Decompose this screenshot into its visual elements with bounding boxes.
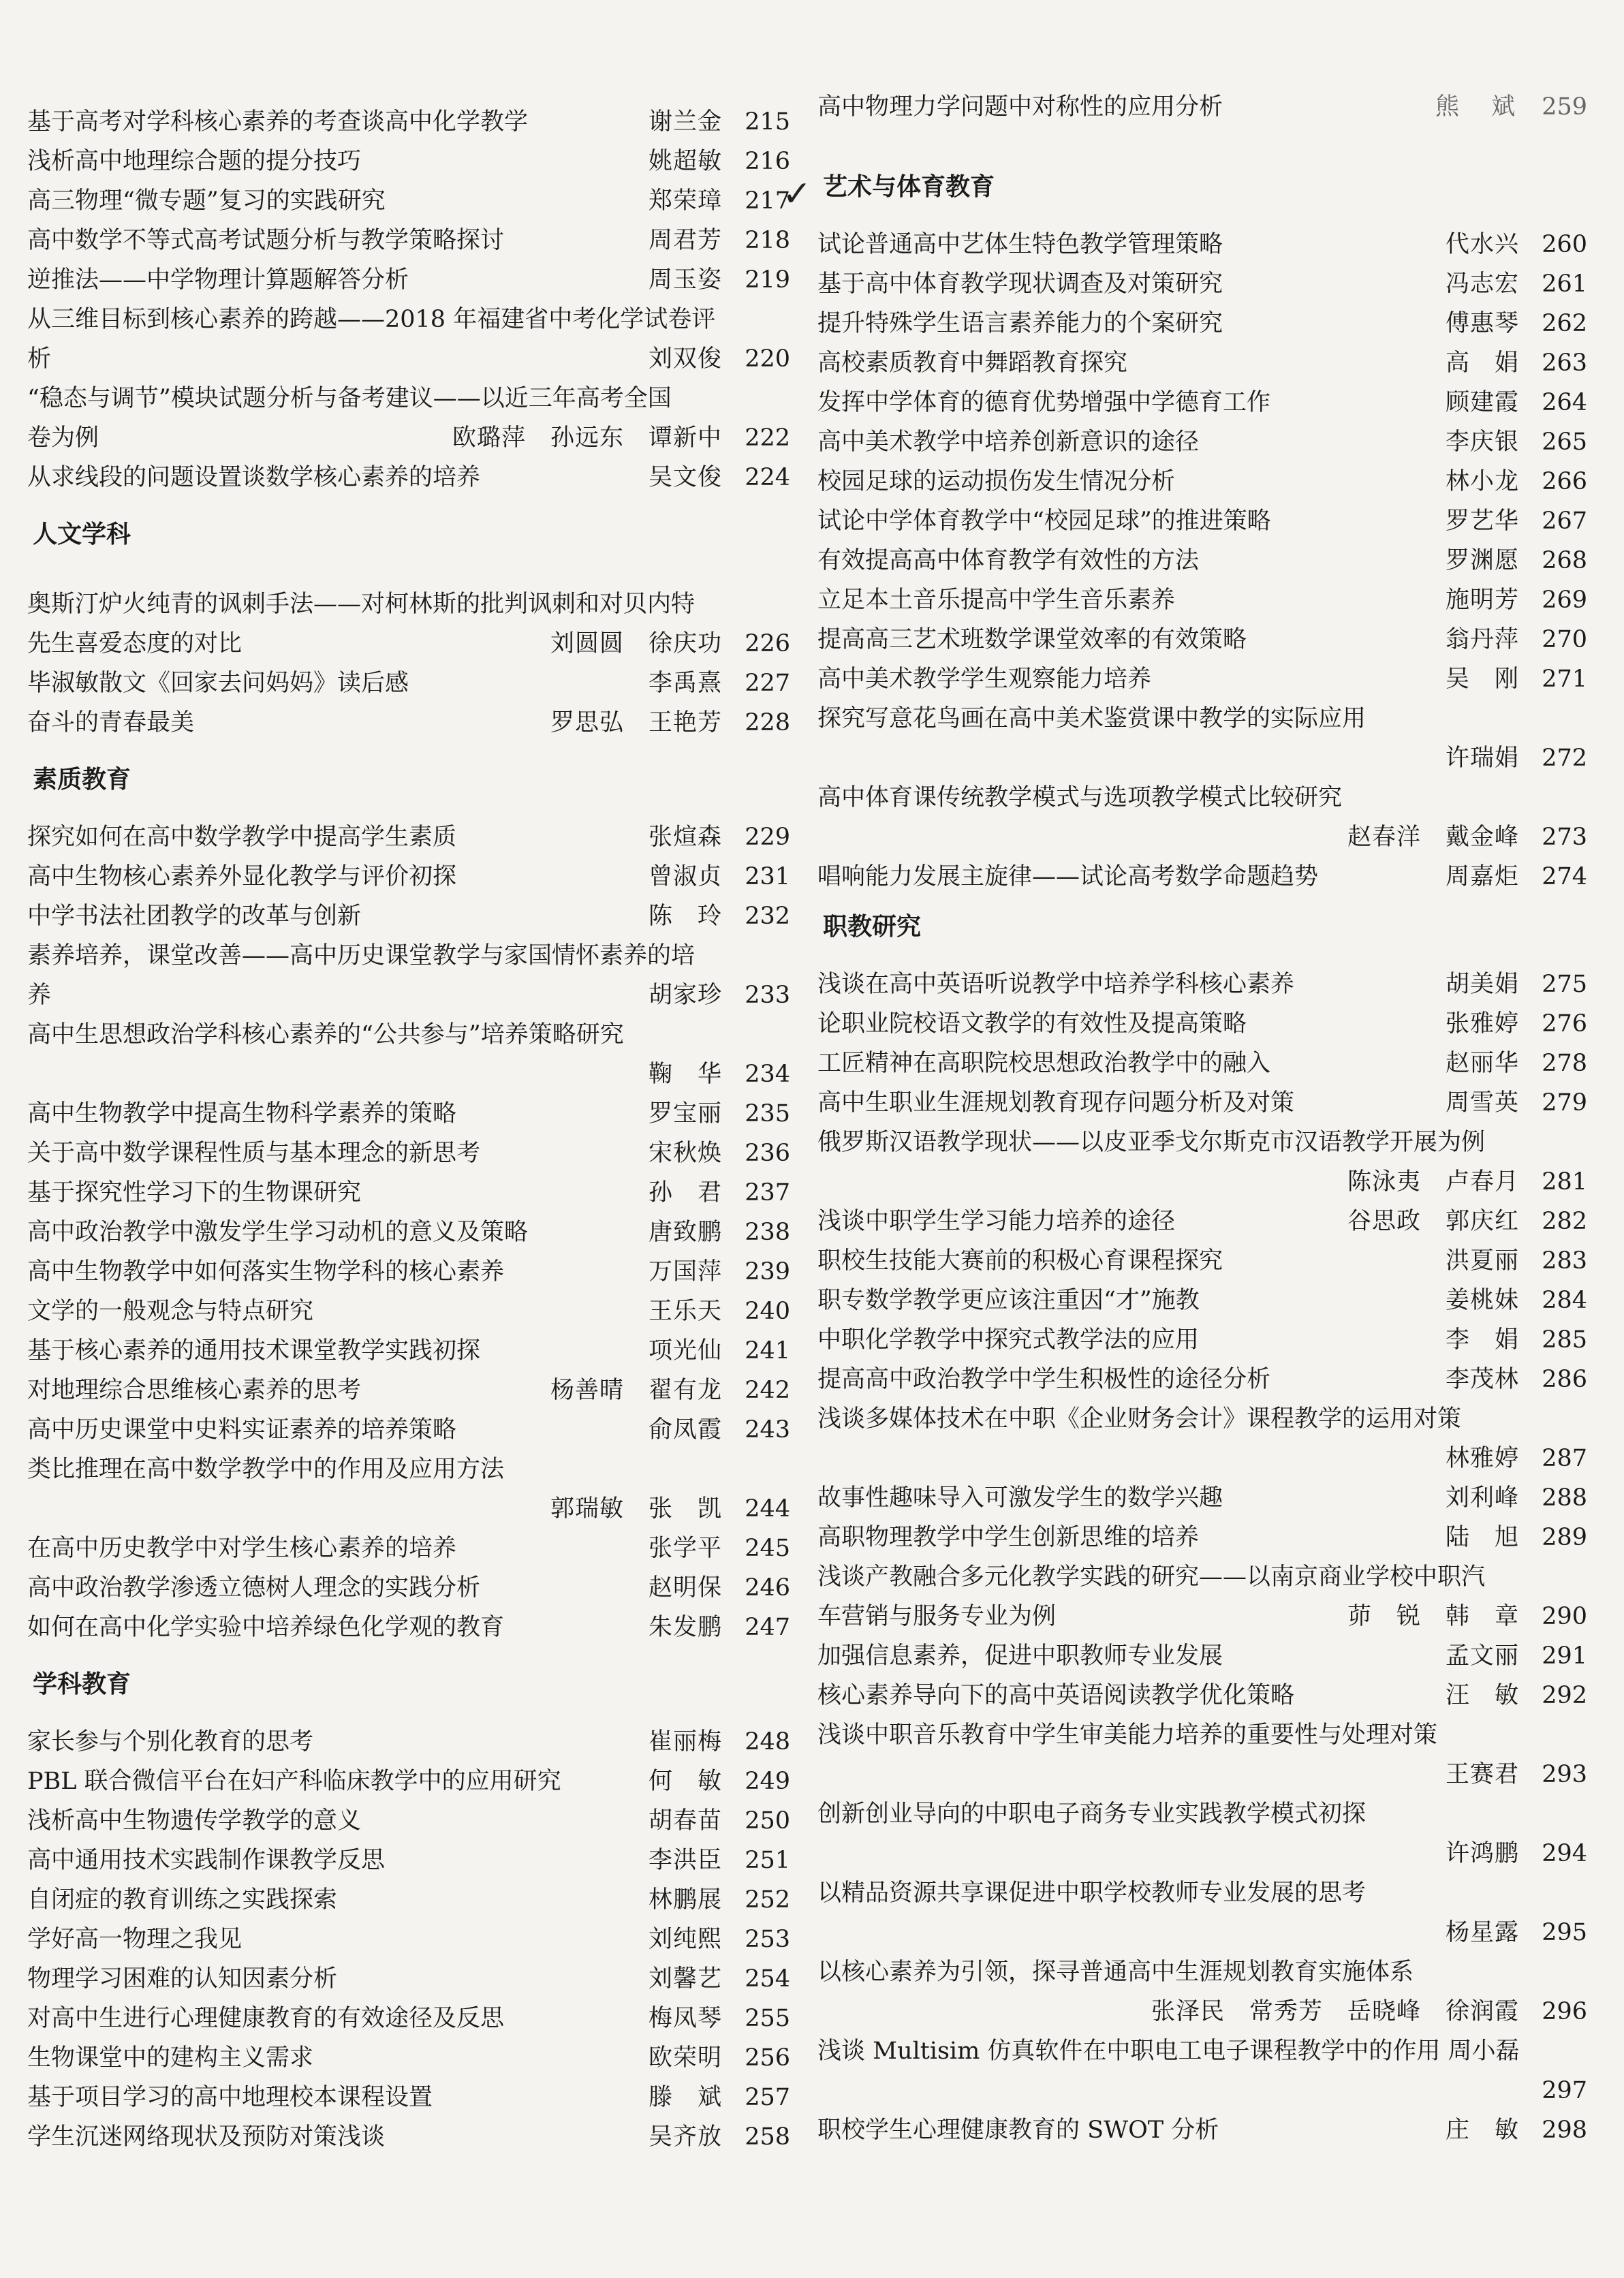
entry-authors: 罗宝丽 [648,1100,722,1127]
entry-authors: 孟文丽 [1445,1642,1519,1670]
entry-page: 267 [1542,508,1587,535]
entry-authors: 赵丽华 [1445,1050,1519,1077]
entry-page: 226 [745,630,790,657]
entry-page: 232 [745,903,790,930]
entry-page: 236 [745,1140,790,1167]
section-heading: 职教研究 [823,913,922,941]
checkmark-icon: ✓ [782,174,812,215]
entry-page: 262 [1542,310,1587,337]
entry-title: 高中生物教学中提高生物科学素养的策略 [27,1100,457,1127]
entry-title: 高中物理力学问题中对称性的应用分析 [817,93,1223,121]
entry-authors: 周君芳 [648,227,722,254]
entry-page: 279 [1542,1089,1587,1117]
entry-title: 生物课堂中的建构主义需求 [27,2044,314,2072]
entry-page: 218 [745,227,790,254]
entry-authors: 林雅婷 [1445,1445,1519,1472]
entry-page: 243 [745,1416,790,1444]
entry-page: 286 [1542,1366,1587,1393]
section-heading: 素质教育 [33,766,131,794]
entry-authors: 杨善晴 翟有龙 [550,1377,722,1404]
entry-authors: 朱发鹏 [648,1614,722,1641]
entry-authors: 宋秋焕 [648,1140,722,1167]
section-heading: 艺术与体育教育 [823,173,995,201]
entry-title-continued: 卷为例 [27,424,99,452]
entry-page: 216 [745,148,790,175]
entry-title: 关于高中数学课程性质与基本理念的新思考 [27,1140,481,1167]
entry-page: 234 [745,1061,790,1088]
entry-title: 高校素质教育中舞蹈教育探究 [817,349,1128,377]
entry-authors: 傅惠琴 [1445,310,1519,337]
entry-title-continued: 析 [27,345,52,373]
entry-title: 高中历史课堂中史料实证素养的培养策略 [27,1416,457,1444]
entry-authors: 项光仙 [648,1337,722,1364]
entry-authors: 王赛君 [1445,1761,1519,1788]
entry-title: 高中政治教学渗透立德树人理念的实践分析 [27,1574,481,1602]
entry-page: 235 [745,1100,790,1127]
entry-authors: 胡美娟 [1445,971,1519,998]
entry-authors: 罗艺华 [1445,508,1519,535]
entry-page: 284 [1542,1287,1587,1314]
entry-page: 231 [745,863,790,890]
entry-title: 高中通用技术实践制作课教学反思 [27,1847,386,1874]
entry-page: 254 [745,1965,790,1993]
entry-page: 249 [745,1768,790,1795]
entry-authors: 茆 锐 韩 章 [1347,1603,1519,1630]
entry-page: 283 [1542,1247,1587,1275]
entry-title: 学生沉迷网络现状及预防对策浅谈 [27,2123,386,2151]
entry-authors: 许鸿鹏 [1445,1840,1519,1867]
entry-authors: 梅凤琴 [648,2005,722,2032]
entry-page: 237 [745,1179,790,1206]
entry-authors: 俞凤霞 [648,1416,722,1444]
entry-title: PBL 联合微信平台在妇产科临床教学中的应用研究 [27,1768,561,1795]
entry-authors: 代水兴 [1445,231,1519,258]
entry-authors: 庄 敏 [1445,2117,1519,2144]
entry-authors: 鞠 华 [648,1061,722,1088]
entry-authors: 顾建霞 [1445,389,1519,416]
entry-title: 奋斗的青春最美 [27,709,195,736]
entry-page: 239 [745,1258,790,1285]
entry-page: 293 [1542,1761,1587,1788]
entry-authors: 谷思政 郭庆红 [1347,1208,1519,1235]
entry-title: 浅谈产教融合多元化教学实践的研究——以南京商业学校中职汽 [817,1563,1486,1591]
entry-authors: 陈 玲 [648,903,722,930]
entry-title: 唱响能力发展主旋律——试论高考数学命题趋势 [817,863,1319,890]
entry-title: 浅谈多媒体技术在中职《企业财务会计》课程教学的运用对策 [817,1405,1462,1433]
entry-page: 272 [1542,745,1587,772]
entry-page: 240 [745,1298,790,1325]
entry-authors: 周玉姿 [648,266,722,294]
entry-title: 浅析高中生物遗传学教学的意义 [27,1807,362,1835]
entry-page: 282 [1542,1208,1587,1235]
entry-title: 学好高一物理之我见 [27,1926,243,1953]
entry-page: 219 [745,266,790,294]
entry-authors: 陈泳夷 卢春月 [1347,1168,1519,1196]
entry-title: 如何在高中化学实验中培养绿色化学观的教育 [27,1614,505,1641]
entry-title: 有效提高高中体育教学有效性的方法 [817,547,1200,574]
entry-page: 259 [1542,93,1587,121]
entry-authors: 王乐天 [648,1298,722,1325]
entry-title: 中职化学教学中探究式教学法的应用 [817,1326,1200,1354]
entry-title: 素养培养，课堂改善——高中历史课堂教学与家国情怀素养的培 [27,942,696,969]
entry-authors: 张煊森 [648,824,722,851]
entry-authors: 张学平 [648,1535,722,1562]
entry-page: 220 [745,345,790,373]
entry-authors: 刘圆圆 徐庆功 [550,630,722,657]
entry-authors: 罗思弘 王艳芳 [550,709,722,736]
entry-title: 核心素养导向下的高中英语阅读教学优化策略 [817,1682,1295,1709]
entry-title: 高职物理教学中学生创新思维的培养 [817,1524,1200,1551]
entry-title: 逆推法——中学物理计算题解答分析 [27,266,409,294]
entry-title: 试论中学体育教学中“校园足球”的推进策略 [817,508,1271,535]
entry-title-continued: 养 [27,982,52,1009]
entry-page: 287 [1542,1445,1587,1472]
entry-page: 270 [1542,626,1587,653]
entry-title: 毕淑敏散文《回家去问妈妈》读后感 [27,670,409,697]
entry-authors: 李庆银 [1445,428,1519,456]
entry-page: 296 [1542,1998,1587,2025]
entry-authors: 刘利峰 [1445,1484,1519,1512]
entry-title: 浅谈 Multisim 仿真软件在中职电工电子课程教学中的作用 周小磊 [817,2038,1520,2065]
entry-authors: 李茂林 [1445,1366,1519,1393]
entry-title: 工匠精神在高职院校思想政治教学中的融入 [817,1050,1271,1077]
entry-title: “稳态与调节”模块试题分析与备考建议——以近三年高考全国 [27,385,672,412]
entry-title: 以核心素养为引领，探寻普通高中生涯规划教育实施体系 [817,1959,1414,1986]
entry-title: 在高中历史教学中对学生核心素养的培养 [27,1535,457,1562]
entry-page: 242 [745,1377,790,1404]
entry-page: 273 [1542,824,1587,851]
entry-page: 241 [745,1337,790,1364]
entry-page: 217 [745,187,790,215]
entry-title: 物理学习困难的认知因素分析 [27,1965,338,1993]
entry-authors: 汪 敏 [1445,1682,1519,1709]
entry-title: 对地理综合思维核心素养的思考 [27,1377,362,1404]
entry-authors: 谢兰金 [648,108,722,136]
entry-authors: 施明芳 [1445,587,1519,614]
entry-authors: 周雪英 [1445,1089,1519,1117]
entry-authors: 郑荣璋 [648,187,722,215]
entry-page: 227 [745,670,790,697]
entry-page: 265 [1542,428,1587,456]
entry-title: 从三维目标到核心素养的跨越——2018 年福建省中考化学试卷评 [27,306,716,333]
entry-title: 自闭症的教育训练之实践探索 [27,1886,338,1914]
entry-title: 以精品资源共享课促进中职学校教师专业发展的思考 [817,1879,1367,1907]
entry-title: 类比推理在高中数学教学中的作用及应用方法 [27,1456,505,1483]
entry-authors: 熊 斌 [1435,93,1519,121]
entry-title: 基于高考对学科核心素养的考查谈高中化学教学 [27,108,529,136]
entry-page: 264 [1542,389,1587,416]
entry-page: 228 [745,709,790,736]
entry-title: 试论普通高中艺体生特色教学管理策略 [817,231,1223,258]
entry-page: 247 [745,1614,790,1641]
entry-title: 高中生职业生涯规划教育现存问题分析及对策 [817,1089,1295,1117]
entry-page: 268 [1542,547,1587,574]
entry-title: 高中数学不等式高考试题分析与教学策略探讨 [27,227,505,254]
entry-authors: 欧璐萍 孙远东 谭新中 [452,424,722,452]
entry-page: 271 [1542,666,1587,693]
entry-authors: 刘纯熙 [648,1926,722,1953]
entry-authors: 洪夏丽 [1445,1247,1519,1275]
entry-title: 提高高中政治教学中学生积极性的途径分析 [817,1366,1271,1393]
entry-authors: 胡家珍 [648,982,722,1009]
entry-title: 探究写意花鸟画在高中美术鉴赏课中教学的实际应用 [817,705,1367,732]
entry-title: 职专数学教学更应该注重因“才”施教 [817,1287,1200,1314]
entry-page: 261 [1542,270,1587,298]
entry-title: 高三物理“微专题”复习的实践研究 [27,187,386,215]
entry-page: 233 [745,982,790,1009]
entry-authors: 何 敏 [648,1768,722,1795]
entry-page: 288 [1542,1484,1587,1512]
entry-authors: 杨星露 [1445,1919,1519,1946]
entry-authors: 张雅婷 [1445,1010,1519,1037]
entry-page: 263 [1542,349,1587,377]
entry-page: 248 [745,1728,790,1756]
entry-authors: 张泽民 常秀芳 岳晓峰 徐润霞 [1151,1998,1519,2025]
entry-authors: 胡春苗 [648,1807,722,1835]
entry-page: 224 [745,464,790,491]
entry-authors: 罗渊愿 [1445,547,1519,574]
entry-authors: 李 娟 [1445,1326,1519,1354]
entry-authors: 唐致鹏 [648,1219,722,1246]
entry-authors: 吴文俊 [648,464,722,491]
entry-authors: 许瑞娟 [1445,745,1519,772]
entry-title: 职校生技能大赛前的积极心育课程探究 [817,1247,1223,1275]
entry-page: 281 [1542,1168,1587,1196]
entry-title: 探究如何在高中数学教学中提高学生素质 [27,824,457,851]
entry-authors: 滕 斌 [648,2084,722,2111]
entry-title: 校园足球的运动损伤发生情况分析 [817,468,1176,495]
entry-authors: 刘双俊 [648,345,722,373]
entry-title: 中学书法社团教学的改革与创新 [27,903,362,930]
entry-title: 立足本土音乐提高中学生音乐素养 [817,587,1176,614]
section-heading: 人文学科 [33,520,131,548]
entry-authors: 陆 旭 [1445,1524,1519,1551]
entry-page: 256 [745,2044,790,2072]
entry-page: 253 [745,1926,790,1953]
entry-page: 266 [1542,468,1587,495]
entry-title-continued: 车营销与服务专业为例 [817,1603,1057,1630]
entry-title: 基于高中体育教学现状调查及对策研究 [817,270,1223,298]
entry-page: 291 [1542,1642,1587,1670]
entry-page: 244 [745,1495,790,1523]
entry-title: 浅谈在高中英语听说教学中培养学科核心素养 [817,971,1295,998]
entry-title: 提升特殊学生语言素养能力的个案研究 [817,310,1223,337]
entry-title: 高中美术教学学生观察能力培养 [817,666,1152,693]
entry-authors: 欧荣明 [648,2044,722,2072]
entry-page: 285 [1542,1326,1587,1354]
entry-authors: 赵春洋 戴金峰 [1347,824,1519,851]
entry-title: 高中生物核心素养外显化教学与评价初探 [27,863,457,890]
entry-authors: 崔丽梅 [648,1728,722,1756]
entry-authors: 林小龙 [1445,468,1519,495]
entry-title: 文学的一般观念与特点研究 [27,1298,314,1325]
entry-title: 从求线段的问题设置谈数学核心素养的培养 [27,464,481,491]
entry-page: 295 [1542,1919,1587,1946]
entry-authors: 李禹熹 [648,670,722,697]
entry-authors: 刘馨艺 [648,1965,722,1993]
entry-title: 高中体育课传统教学模式与选项教学模式比较研究 [817,784,1343,811]
entry-title: 家长参与个别化教育的思考 [27,1728,314,1756]
entry-authors: 孙 君 [648,1179,722,1206]
entry-page: 238 [745,1219,790,1246]
entry-authors: 姚超敏 [648,148,722,175]
entry-title: 高中政治教学中激发学生学习动机的意义及策略 [27,1219,529,1246]
entry-title: 浅谈中职学生学习能力培养的途径 [817,1208,1176,1235]
entry-page: 222 [745,424,790,452]
entry-page: 252 [745,1886,790,1914]
entry-title-continued: 先生喜爱态度的对比 [27,630,243,657]
entry-page: 292 [1542,1682,1587,1709]
entry-authors: 李洪臣 [648,1847,722,1874]
section-heading: 学科教育 [33,1670,131,1698]
entry-authors: 冯志宏 [1445,270,1519,298]
entry-page: 257 [745,2084,790,2111]
entry-page: 294 [1542,1840,1587,1867]
entry-authors: 万国萍 [648,1258,722,1285]
entry-title: 创新创业导向的中职电子商务专业实践教学模式初探 [817,1800,1367,1828]
entry-title: 高中生物教学中如何落实生物学科的核心素养 [27,1258,505,1285]
entry-authors: 高 娟 [1445,349,1519,377]
entry-title: 基于探究性学习下的生物课研究 [27,1179,362,1206]
entry-page: 229 [745,824,790,851]
entry-page: 269 [1542,587,1587,614]
entry-page: 274 [1542,863,1587,890]
entry-authors: 吴 刚 [1445,666,1519,693]
entry-page: 250 [745,1807,790,1835]
entry-title: 加强信息素养，促进中职教师专业发展 [817,1642,1223,1670]
entry-title: 职校学生心理健康教育的 SWOT 分析 [817,2117,1219,2144]
entry-title: 高中美术教学中培养创新意识的途径 [817,428,1200,456]
entry-authors: 赵明保 [648,1574,722,1602]
entry-page: 245 [745,1535,790,1562]
entry-authors: 曾淑贞 [648,863,722,890]
entry-title: 俄罗斯汉语教学现状——以皮亚季戈尔斯克市汉语教学开展为例 [817,1129,1486,1156]
entry-title: 论职业院校语文教学的有效性及提高策略 [817,1010,1247,1037]
entry-title: 基于核心素养的通用技术课堂教学实践初探 [27,1337,481,1364]
entry-title: 奥斯汀炉火纯青的讽刺手法——对柯林斯的批判讽刺和对贝内特 [27,591,696,618]
entry-page: 260 [1542,231,1587,258]
entry-page: 275 [1542,971,1587,998]
entry-title: 提高高三艺术班数学课堂效率的有效策略 [817,626,1247,653]
entry-title: 高中生思想政治学科核心素养的“公共参与”培养策略研究 [27,1021,624,1048]
entry-title: 基于项目学习的高中地理校本课程设置 [27,2084,433,2111]
entry-page: 297 [1542,2077,1587,2104]
entry-authors: 林鹏展 [648,1886,722,1914]
entry-page: 251 [745,1847,790,1874]
entry-page: 290 [1542,1603,1587,1630]
entry-authors: 吴齐放 [648,2123,722,2151]
entry-authors: 郭瑞敏 张 凯 [550,1495,722,1523]
entry-title: 浅析高中地理综合题的提分技巧 [27,148,362,175]
entry-page: 215 [745,108,790,136]
entry-page: 276 [1542,1010,1587,1037]
entry-title: 浅谈中职音乐教育中学生审美能力培养的重要性与处理对策 [817,1721,1438,1749]
entry-authors: 翁丹萍 [1445,626,1519,653]
entry-title: 对高中生进行心理健康教育的有效途径及反思 [27,2005,505,2032]
entry-page: 246 [745,1574,790,1602]
entry-authors: 周嘉炬 [1445,863,1519,890]
entry-title: 发挥中学体育的德育优势增强中学德育工作 [817,389,1271,416]
entry-page: 298 [1542,2117,1587,2144]
entry-page: 278 [1542,1050,1587,1077]
entry-page: 258 [745,2123,790,2151]
entry-page: 255 [745,2005,790,2032]
entry-title: 故事性趣味导入可激发学生的数学兴趣 [817,1484,1223,1512]
entry-authors: 姜桃妹 [1445,1287,1519,1314]
entry-page: 289 [1542,1524,1587,1551]
